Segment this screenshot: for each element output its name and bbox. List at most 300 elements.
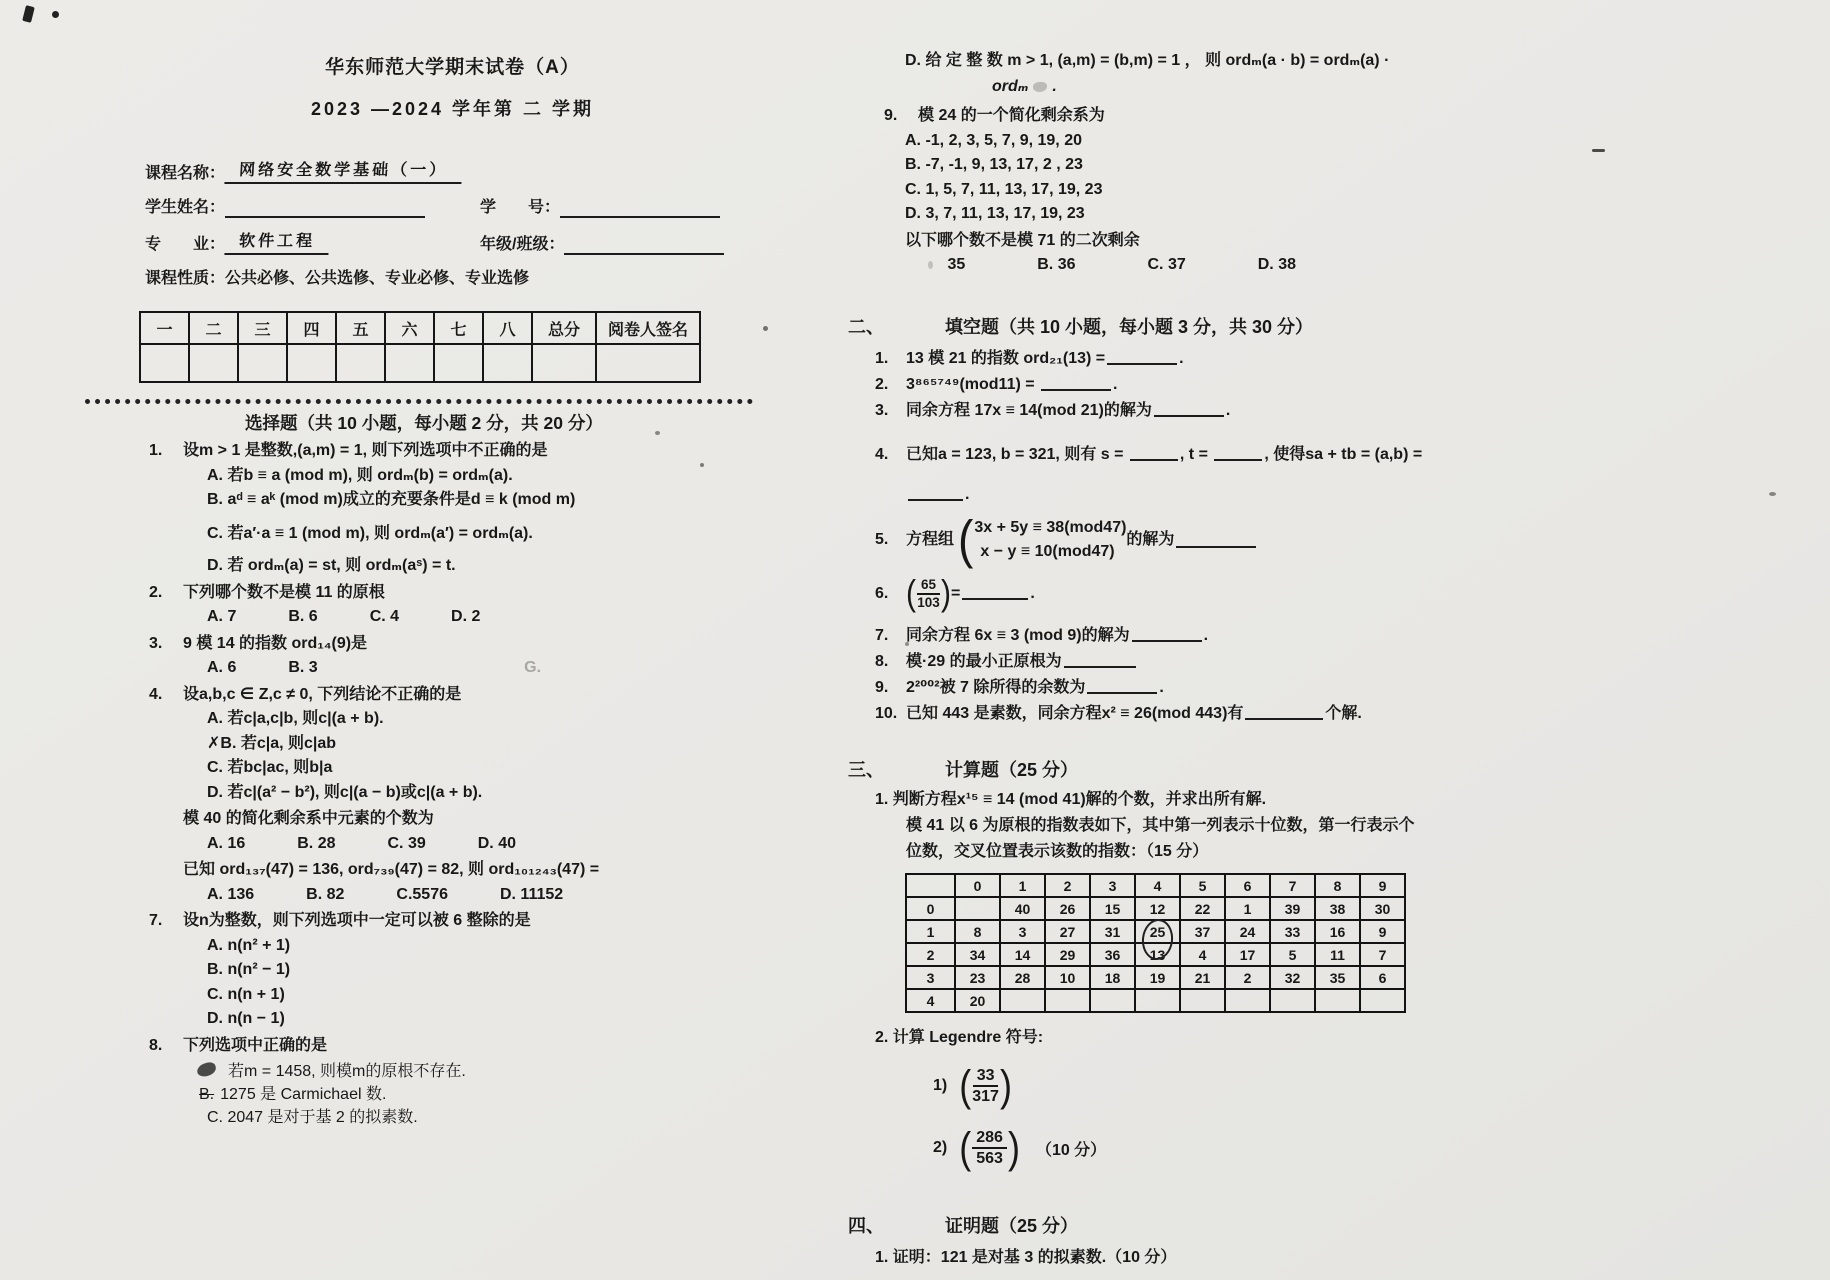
fill-blank xyxy=(1154,400,1224,417)
table-cell: 23 xyxy=(955,966,1000,989)
major-label: 专 业： xyxy=(145,236,226,253)
big-left-paren: ( xyxy=(958,508,974,569)
table-cell: 28 xyxy=(1000,966,1045,989)
equation-1: 3x + 5y ≡ 38(mod47) xyxy=(974,518,1127,536)
list-item: D. n(n − 1) xyxy=(207,1010,285,1027)
course-type-value: 公共必修、公共选修、专业必修、专业选修 xyxy=(225,270,530,287)
dotted-separator xyxy=(85,399,753,404)
fill-item-7 xyxy=(848,623,1568,649)
question-8-option-a xyxy=(145,1058,760,1081)
question-8-option-c: C. 2047 是对于基 2 的拟素数. xyxy=(207,1109,418,1126)
fill-blank xyxy=(908,484,963,501)
text-run: 2²⁰⁰²被 7 除所得的余数为 xyxy=(906,679,1086,697)
table-cell xyxy=(532,344,596,382)
item-number: 8. xyxy=(875,653,889,671)
fill-item-2 xyxy=(848,372,1568,398)
question-text: 下列哪个数不是模 11 的原根 xyxy=(183,583,385,601)
question-number xyxy=(145,858,183,883)
question-7-stem xyxy=(145,909,760,934)
index-table xyxy=(905,873,1406,1013)
section-number: 四、 xyxy=(848,1216,884,1237)
list-item: A. 7 xyxy=(207,608,237,625)
question-2-stem xyxy=(145,581,760,606)
section-title: 证明题（25 分） xyxy=(945,1216,1079,1237)
course-name-row xyxy=(145,161,760,184)
question-3-stem xyxy=(145,632,760,657)
table-header-cell: 三 xyxy=(238,312,287,344)
scan-artifact xyxy=(22,5,35,23)
question-6-options xyxy=(145,883,760,908)
question-text: 模 40 的简化剩余系中元素的个数为 xyxy=(183,810,434,827)
table-cell: 0 xyxy=(906,897,955,920)
question-number: 9. xyxy=(884,107,898,124)
left-column xyxy=(145,52,760,1127)
table-cell xyxy=(1315,989,1360,1012)
fill-blank xyxy=(1107,348,1177,365)
list-item: B. 3 xyxy=(288,659,318,676)
question-number: 2. xyxy=(149,583,163,601)
list-item: B. 36 xyxy=(1037,256,1076,273)
table-cell: 13 xyxy=(1135,943,1180,966)
scan-artifact xyxy=(1769,492,1776,496)
item-number: 9. xyxy=(875,679,889,697)
question-text: 下列选项中正确的是 xyxy=(183,1036,328,1054)
table-header-cell: 7 xyxy=(1270,874,1315,897)
course-name-label: 课程名称： xyxy=(145,165,226,182)
table-cell: 38 xyxy=(1315,897,1360,920)
list-item: 35 xyxy=(947,256,966,273)
table-cell xyxy=(1225,989,1270,1012)
right-column xyxy=(848,48,1568,1271)
list-item: B. aᵈ ≡ aᵏ (mod m)成立的充要条件是d ≡ k (mod m) xyxy=(207,491,576,508)
table-cell: 12 xyxy=(1135,897,1180,920)
system-post-text: 的解为 xyxy=(1126,530,1175,548)
item-number: 5. xyxy=(875,530,889,548)
question-number xyxy=(145,807,183,832)
options-list xyxy=(947,256,1368,273)
section-title: 填空题（共 10 小题，每小题 3 分，共 30 分） xyxy=(945,316,1314,337)
item-content xyxy=(906,508,1568,569)
list-item: C. 1, 5, 7, 11, 13, 17, 19, 23 xyxy=(905,180,1103,198)
legendre-symbol xyxy=(972,1067,999,1106)
course-type-label: 课程性质： xyxy=(145,270,226,287)
table-header-cell: 2 xyxy=(1045,874,1090,897)
table-cell xyxy=(140,344,189,382)
question-6 xyxy=(145,858,760,907)
student-name-field xyxy=(145,198,480,218)
question-1 xyxy=(145,439,760,579)
question-text: 设m > 1 是整数,(a,m) = 1, 则下列选项中不正确的是 xyxy=(183,442,548,459)
question-text: 设a,b,c ∈ Z,c ≠ 0, 下列结论不正确的是 xyxy=(183,685,462,703)
table-cell xyxy=(596,344,700,382)
student-id-field xyxy=(480,198,720,218)
scan-artifact xyxy=(763,326,768,331)
table-cell: 2 xyxy=(1225,966,1270,989)
item-number: 10. xyxy=(875,705,898,723)
student-id-blank xyxy=(560,201,720,218)
option-label-struck: B. xyxy=(199,1086,215,1103)
list-item: A. 16 xyxy=(207,834,246,852)
course-name-value: 网络安全数学基础（一） xyxy=(224,161,462,184)
question-4-stem xyxy=(145,683,760,708)
list-item: A. 6 xyxy=(207,659,237,676)
question-number: 7. xyxy=(149,912,163,929)
table-cell: 33 xyxy=(1270,920,1315,943)
table-cell: 35 xyxy=(1315,966,1360,989)
fill-blank xyxy=(1176,531,1256,548)
question-text: 9 模 14 的指数 ord₁₄(9)是 xyxy=(183,634,368,652)
table-header-cell: 八 xyxy=(483,312,532,344)
left-paren: ( xyxy=(959,1060,972,1111)
table-cell: 29 xyxy=(1045,943,1090,966)
equation-2: x − y ≡ 10(mod47) xyxy=(980,542,1115,560)
table-cell: 7 xyxy=(1360,943,1405,966)
student-name-label: 学生姓名： xyxy=(145,199,226,216)
table-cell: 4 xyxy=(1180,943,1225,966)
fraction-numerator: 65 xyxy=(917,578,940,596)
item-content xyxy=(906,623,1568,649)
list-item: C. 39 xyxy=(387,834,426,852)
list-item: A. n(n² + 1) xyxy=(207,936,291,954)
exam-title: 华东师范大学期末试卷（A） xyxy=(325,57,580,78)
list-item: A. -1, 2, 3, 5, 7, 9, 19, 20 xyxy=(905,131,1082,149)
table-header-cell: 总分 xyxy=(532,312,596,344)
table-cell: 31 xyxy=(1090,920,1135,943)
question-9-stem xyxy=(848,104,1568,129)
scan-artifact xyxy=(1592,149,1605,152)
text-run: . xyxy=(1113,375,1118,393)
text-run: . xyxy=(1179,349,1184,367)
fill-item-4-continued xyxy=(848,482,1568,508)
list-item: B. 28 xyxy=(297,834,336,852)
question-text: 以下哪个数不是模 71 的二次剩余 xyxy=(905,231,1140,249)
question-10 xyxy=(848,229,1568,278)
fill-blank xyxy=(1245,703,1323,720)
student-row xyxy=(145,198,760,218)
item-content xyxy=(906,346,1568,372)
fraction-numerator: 33 xyxy=(973,1067,999,1088)
list-item: B. 82 xyxy=(306,885,345,903)
list-item: B. 6 xyxy=(288,608,318,625)
score-table xyxy=(139,311,701,383)
question-3 xyxy=(145,632,760,681)
question-9-options xyxy=(848,129,1568,227)
question-5-stem xyxy=(145,807,760,832)
question-8 xyxy=(145,1034,760,1128)
legendre-symbol xyxy=(972,1129,1007,1168)
table-cell: 27 xyxy=(1045,920,1090,943)
table-cell: 36 xyxy=(1090,943,1135,966)
faded-mark: G. xyxy=(524,659,542,676)
list-item: D. 若c|(a² − b²), 则c|(a − b)或c|(a + b). xyxy=(207,783,483,801)
question-7-options xyxy=(145,934,760,1032)
option-text: 若m = 1458, 则模m的原根不存在. xyxy=(228,1063,466,1080)
table-header-cell: 一 xyxy=(140,312,189,344)
table-cell: 3 xyxy=(1000,920,1045,943)
table-cell: 8 xyxy=(955,920,1000,943)
table-cell xyxy=(1135,989,1180,1012)
proof-item-1 xyxy=(848,1245,1568,1271)
fraction-denominator: 317 xyxy=(972,1088,999,1106)
table-header-cell: 四 xyxy=(287,312,336,344)
question-10-stem xyxy=(848,229,1568,254)
list-item: A. 若b ≡ a (mod m), 则 ordₘ(b) = ordₘ(a). xyxy=(207,466,513,484)
table-cell xyxy=(189,344,238,382)
table-cell: 1 xyxy=(906,920,955,943)
item-content: 1. 证明：121 是对基 3 的拟素数.（10 分） xyxy=(875,1249,1177,1267)
fill-item-6 xyxy=(848,573,1568,614)
scan-artifact xyxy=(52,11,59,18)
table-cell: 25 xyxy=(1135,920,1180,943)
list-item: ✗B. 若c|a, 则c|ab xyxy=(207,734,337,752)
list-item: D. 2 xyxy=(451,608,481,625)
table-header-cell: 0 xyxy=(955,874,1000,897)
item-number: 1. xyxy=(875,349,889,367)
table-cell: 3 xyxy=(906,966,955,989)
table-cell: 21 xyxy=(1180,966,1225,989)
compute-q1-line1 xyxy=(848,787,1568,813)
question-number: 1. xyxy=(149,442,163,459)
table-cell xyxy=(238,344,287,382)
faded-option-label xyxy=(928,261,933,269)
item-content xyxy=(906,442,1568,468)
table-cell xyxy=(1000,989,1045,1012)
list-item: D. 若 ordₘ(a) = st, 则 ordₘ(aˢ) = t. xyxy=(207,557,456,574)
question-text: 设n为整数，则下列选项中一定可以被 6 整除的是 xyxy=(183,912,531,929)
table-header-cell: 5 xyxy=(1180,874,1225,897)
option-text: 1275 是 Carmichael 数. xyxy=(220,1086,387,1103)
list-item: C.5576 xyxy=(396,885,448,903)
grade-label: 年级/班级： xyxy=(480,236,565,253)
item-content xyxy=(906,701,1568,727)
list-item: C. 若a′·a ≡ 1 (mod m), 则 ordₘ(a′) = ordₘ(a). xyxy=(207,524,533,542)
list-item: A. 若c|a,c|b, 则c|(a + b). xyxy=(207,710,384,727)
handwritten-smudge xyxy=(196,1061,217,1078)
item-content xyxy=(906,649,1568,675)
fill-item-5 xyxy=(848,508,1568,569)
list-item: D. 38 xyxy=(1257,256,1296,273)
table-cell xyxy=(434,344,483,382)
question-number: 3. xyxy=(149,634,163,652)
student-name-blank xyxy=(225,201,425,218)
fill-item-3 xyxy=(848,398,1568,424)
student-id-label: 学 号： xyxy=(480,199,561,216)
item-content: 模 41 以 6 为原根的指数表如下，其中第一列表示十位数，第一行表示个 xyxy=(906,817,1415,835)
list-item: D. 40 xyxy=(477,834,516,852)
text-run: . xyxy=(1203,627,1209,645)
section-title: 计算题（25 分） xyxy=(945,760,1079,781)
table-cell: 34 xyxy=(955,943,1000,966)
compute-q1-line2 xyxy=(848,813,1568,839)
fraction-denominator: 103 xyxy=(917,595,940,611)
table-cell: 26 xyxy=(1045,897,1090,920)
proof-section-heading xyxy=(848,1213,1568,1239)
item-content: 位数，交叉位置表示该数的指数：（15 分） xyxy=(906,843,1209,861)
fill-blank xyxy=(1064,651,1136,668)
question-4 xyxy=(145,683,760,806)
question-1-stem xyxy=(145,439,760,464)
question-7 xyxy=(145,909,760,1032)
congruence-system xyxy=(974,516,1126,564)
fill-blank xyxy=(1132,625,1202,642)
table-cell xyxy=(483,344,532,382)
fill-blank xyxy=(1041,374,1111,391)
exam-meta xyxy=(145,161,760,289)
text-run: 已知a = 123, b = 321, 则有 s = xyxy=(906,445,1128,463)
table-cell: 16 xyxy=(1315,920,1360,943)
points-note: （10 分） xyxy=(1035,1141,1107,1159)
major-field xyxy=(145,232,480,255)
table-header-cell: 3 xyxy=(1090,874,1135,897)
table-cell xyxy=(955,897,1000,920)
table-header-cell: 七 xyxy=(434,312,483,344)
table-header-cell: 8 xyxy=(1315,874,1360,897)
text-run: 模·29 的最小正原根为 xyxy=(906,653,1062,671)
question-9 xyxy=(848,104,1568,227)
jacobi-symbol xyxy=(917,578,940,612)
table-cell: 32 xyxy=(1270,966,1315,989)
fill-item-10 xyxy=(848,701,1568,727)
table-cell: 10 xyxy=(1045,966,1090,989)
table-header-cell xyxy=(906,874,955,897)
fraction-denominator: 563 xyxy=(976,1150,1003,1168)
item-content xyxy=(906,675,1568,701)
question-5 xyxy=(145,807,760,856)
item-tail xyxy=(951,581,1035,607)
right-paren: ) xyxy=(999,1060,1012,1111)
table-cell: 40 xyxy=(1000,897,1045,920)
compute-section-heading xyxy=(848,757,1568,783)
compute-q1-line3 xyxy=(848,839,1568,865)
major-row xyxy=(145,232,760,255)
table-cell: 30 xyxy=(1360,897,1405,920)
item-number: 7. xyxy=(875,627,889,645)
question-8-option-d xyxy=(848,48,1568,100)
text-run: . xyxy=(1030,585,1035,603)
text-run: 个解. xyxy=(1325,705,1362,723)
text-run: , 使得sa + tb = (a,b) = xyxy=(1264,445,1423,463)
options-list xyxy=(207,659,370,676)
legendre-label: 2) xyxy=(933,1139,948,1157)
table-header-cell: 六 xyxy=(385,312,434,344)
item-number: 6. xyxy=(875,585,889,603)
major-value: 软件工程 xyxy=(224,232,329,255)
list-item: C. n(n + 1) xyxy=(207,985,285,1003)
option-d-period: . xyxy=(1052,78,1057,95)
table-cell xyxy=(1090,989,1135,1012)
item-number: 3. xyxy=(875,401,889,419)
table-cell: 4 xyxy=(906,989,955,1012)
list-item: D. 11152 xyxy=(499,885,564,903)
option-d-ord: ordₘ xyxy=(992,78,1029,95)
right-paren: ) xyxy=(941,573,952,614)
list-item: C. 若bc|ac, 则b|a xyxy=(207,759,333,776)
question-6-stem xyxy=(145,858,760,883)
section-number: 三、 xyxy=(848,760,884,781)
fill-blank xyxy=(1130,444,1178,461)
table-header-cell: 4 xyxy=(1135,874,1180,897)
table-header-cell: 二 xyxy=(189,312,238,344)
fraction-numerator: 286 xyxy=(972,1129,1007,1150)
table-cell xyxy=(287,344,336,382)
item-number: 4. xyxy=(875,445,889,463)
fill-item-8 xyxy=(848,649,1568,675)
table-header-cell: 9 xyxy=(1360,874,1405,897)
question-number: 4. xyxy=(149,685,163,703)
list-item: A. 136 xyxy=(207,885,255,903)
table-cell: 22 xyxy=(1180,897,1225,920)
list-item: C. 37 xyxy=(1147,256,1186,273)
table-header-cell: 阅卷人签名 xyxy=(596,312,700,344)
table-cell: 11 xyxy=(1315,943,1360,966)
table-cell: 17 xyxy=(1225,943,1270,966)
fill-blank xyxy=(962,583,1028,600)
question-3-options xyxy=(145,656,760,681)
choice-section-heading: 选择题（共 10 小题，每小题 2 分，共 20 分） xyxy=(245,413,603,433)
grade-blank xyxy=(564,238,724,255)
table-cell xyxy=(1045,989,1090,1012)
item-content xyxy=(906,573,1568,614)
item-content xyxy=(906,372,1568,398)
table-header-cell: 6 xyxy=(1225,874,1270,897)
question-1-options xyxy=(145,464,760,579)
table-cell xyxy=(1180,989,1225,1012)
table-cell: 2 xyxy=(906,943,955,966)
option-d-line1: D. 给 定 整 数 m > 1, (a,m) = (b,m) = 1 ， 则 ordₘ(a · b) = ordₘ(a) · xyxy=(905,52,1390,69)
table-cell: 15 xyxy=(1090,897,1135,920)
question-2 xyxy=(145,581,760,630)
text-run: 3⁸⁶⁵⁷⁴⁹(mod11) = xyxy=(906,375,1040,393)
question-5-options xyxy=(145,832,760,857)
table-cell xyxy=(385,344,434,382)
exam-semester: 2023 —2024 学年第 二 学期 xyxy=(310,99,595,119)
fill-item-9 xyxy=(848,675,1568,701)
text-run: = xyxy=(951,585,961,603)
question-text: 已知 ord₁₃₇(47) = 136, ord₇₃₉(47) = 82, 则 ord₁₀₁₂₄₃(47) = xyxy=(183,861,600,878)
question-4-options xyxy=(145,707,760,805)
table-cell: 39 xyxy=(1270,897,1315,920)
table-header-cell: 五 xyxy=(336,312,385,344)
text-run: 同余方程 6x ≡ 3 (mod 9)的解为 xyxy=(906,627,1130,645)
question-10-options xyxy=(848,253,1568,278)
item-number: 2. xyxy=(875,375,889,393)
item-content xyxy=(906,482,1568,508)
grade-field xyxy=(480,235,724,255)
table-cell: 20 xyxy=(955,989,1000,1012)
course-type-row xyxy=(145,269,760,289)
table-cell xyxy=(336,344,385,382)
fill-section-heading xyxy=(848,314,1568,340)
table-cell: 37 xyxy=(1180,920,1225,943)
text-run: . xyxy=(1159,679,1164,697)
option-d-line2 xyxy=(905,74,1568,100)
left-paren: ( xyxy=(906,573,916,614)
table-cell: 24 xyxy=(1225,920,1270,943)
table-cell xyxy=(1360,989,1405,1012)
legendre-item-2 xyxy=(848,1122,1568,1173)
system-pre-text: 方程组 xyxy=(906,530,955,548)
right-paren: ) xyxy=(1007,1122,1020,1173)
question-number: 8. xyxy=(149,1036,163,1054)
table-cell: 19 xyxy=(1135,966,1180,989)
table-cell xyxy=(1270,989,1315,1012)
question-8-option-b xyxy=(145,1081,760,1104)
handwritten-smudge xyxy=(1033,82,1047,92)
table-header-cell: 1 xyxy=(1000,874,1045,897)
fill-item-4 xyxy=(848,442,1568,468)
fill-blank xyxy=(1214,444,1262,461)
left-paren: ( xyxy=(959,1122,972,1173)
